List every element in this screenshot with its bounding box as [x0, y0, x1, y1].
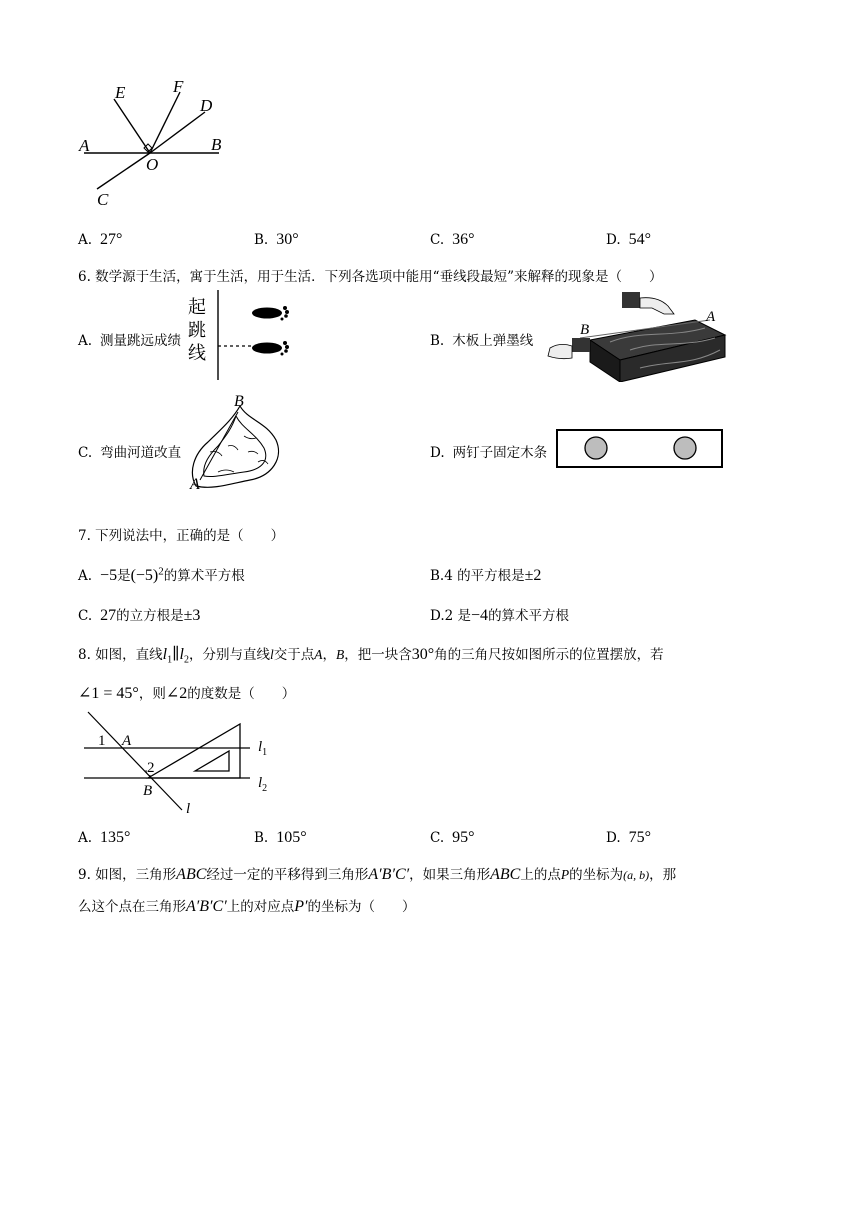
- q7-option-c[interactable]: C. 27的立方根是±3: [78, 607, 201, 624]
- footprint-lower-icon: [252, 341, 289, 356]
- label-e: E: [115, 83, 126, 102]
- q7-option-b[interactable]: B.4 的平方根是±2: [430, 567, 542, 584]
- q5-option-d[interactable]: D. 54°: [606, 231, 652, 248]
- footprint-upper-icon: [252, 306, 289, 321]
- q6-option-a[interactable]: A. 测量跳远成绩: [78, 333, 182, 349]
- q5-option-a[interactable]: A. 27°: [78, 231, 123, 248]
- river-figure: [188, 392, 288, 504]
- ray-od: [150, 112, 205, 153]
- river-label-a: A: [190, 476, 200, 493]
- line-l1-label: $l_1$: [258, 739, 268, 758]
- q8-option-d[interactable]: D. 75°: [606, 829, 652, 846]
- line-l-label: l: [186, 801, 191, 817]
- angle-1-label: 1: [98, 733, 106, 749]
- point-a-label: A: [122, 733, 132, 749]
- ray-oc: [97, 153, 150, 189]
- label-f: F: [173, 77, 184, 96]
- q9-stem-line1: 9. 如图，三角形ABC经过一定的平移得到三角形A′B′C′，如果三角形ABC上的点P的坐标为(a, b)，那: [78, 866, 677, 883]
- hand-upper-icon: [622, 292, 674, 314]
- q9-stem-line2: 么这个点在三角形A′B′C′上的对应点P′的坐标为（ ）: [78, 898, 416, 915]
- q6-option-d[interactable]: D. 两钉子固定木条: [430, 445, 548, 461]
- board-label-b: B: [580, 322, 590, 338]
- q7-option-a[interactable]: A. −5是$(-5)^2$的算术平方根: [78, 565, 245, 584]
- q7-option-d[interactable]: D.2 是−4的算术平方根: [430, 607, 570, 624]
- q5-option-b[interactable]: B. 30°: [254, 231, 299, 248]
- point-b-label: B: [143, 783, 153, 799]
- label-o: O: [146, 155, 159, 174]
- long-jump-figure: [212, 290, 302, 382]
- label-d: D: [200, 96, 213, 115]
- q5-angle-figure: [74, 74, 244, 214]
- board-label-a: A: [706, 309, 716, 325]
- label-b: B: [211, 135, 222, 154]
- q6-option-c[interactable]: C. 弯曲河道改直: [78, 445, 182, 461]
- ray-oe: [114, 99, 150, 153]
- q6-option-b[interactable]: B. 木板上弹墨线: [430, 333, 534, 349]
- hand-lower-icon: [548, 338, 590, 359]
- q5-option-c[interactable]: C. 36°: [430, 231, 475, 248]
- angle-2-label: 2: [147, 760, 155, 776]
- ink-line-board-figure: [540, 290, 730, 382]
- line-l: [88, 712, 182, 810]
- set-square-inner: [195, 751, 229, 771]
- jump-line-label: 起 跳 线: [188, 297, 206, 364]
- q8-stem-line2: ∠1 = 45°，则∠2的度数是（ ）: [78, 685, 296, 702]
- nail-left-icon: [585, 437, 607, 459]
- q8-stem-line1: 8. 如图，直线$l_1\parallel l_2$，分别与直线l交于点A，B，把一块含30°角的三角尺按如图所示的位置摆放，若: [78, 646, 664, 666]
- ray-of: [150, 92, 180, 153]
- set-square: [148, 724, 240, 778]
- river-label-b: B: [234, 393, 244, 410]
- nail-right-icon: [674, 437, 696, 459]
- q8-option-c[interactable]: C. 95°: [430, 829, 475, 846]
- label-a: A: [79, 136, 90, 155]
- wood-strip-figure: [556, 429, 726, 469]
- q8-option-a[interactable]: A. 135°: [78, 829, 131, 846]
- q6-stem: 6. 数学源于生活，寓于生活，用于生活．下列各选项中能用“垂线段最短”来解释的现象是（ ）: [78, 269, 663, 285]
- q8-option-b[interactable]: B. 105°: [254, 829, 307, 846]
- q8-figure: [80, 710, 280, 822]
- line-l2-label: $l_2$: [258, 775, 268, 794]
- label-c: C: [97, 190, 109, 209]
- q7-stem: 7. 下列说法中，正确的是（ ）: [78, 528, 285, 544]
